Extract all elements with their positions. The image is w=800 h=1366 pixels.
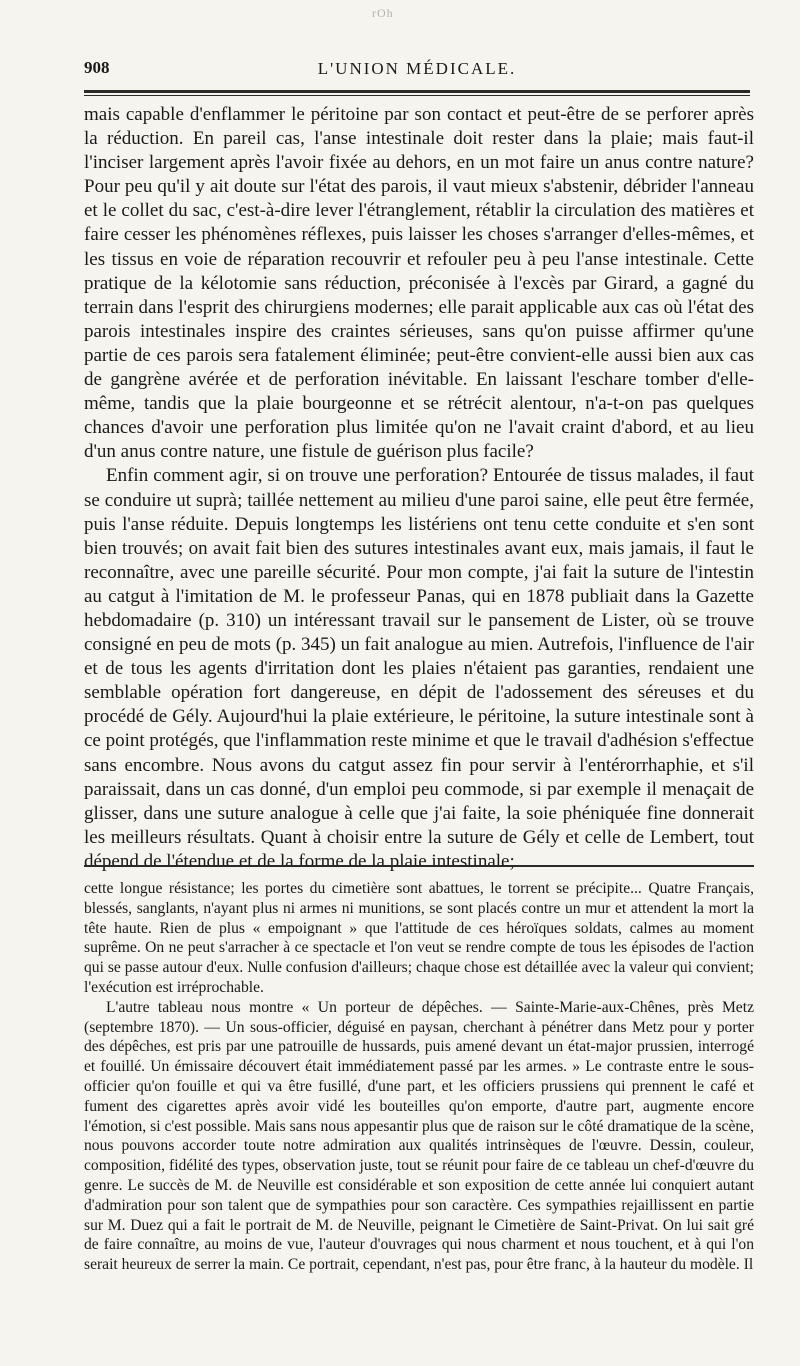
main-paragraph: mais capable d'enflammer le péritoine par son contact et peut-être de se perforer après la réduction. En pareil cas, l'anse intestinale doit rester dans la plaie; mais faut-il l'inciser largement après l'avoir fixée au dehors, en un mot faire un anus contre nature? Pour peu qu'il y ait doute sur l'état des parois, il vaut mieux s'abstenir, débrider l'anneau et le collet du sac, c'est-à-dire lever l'étranglement, rétablir la circulation des matières et faire cesser les phénomènes réflexes, puis laisser les choses s'arranger d'elles-mêmes, et les tissus en voie de réparation recouvrir et refouler peu à peu l'anse intestinale. Cette pratique de la kélotomie sans réduction, préconisée à l'excès par Girard, a gagné du terrain dans l'esprit des chirurgiens modernes; elle parait applicable aux cas où l'état des parois intestinales inspire des craintes sérieuses, sans qu'on puisse affirmer qu'une partie de ces parois sera fatalement éliminée; peut-être convient-elle aussi bien aux cas de gangrène avérée et de perforation inévitable. En laissant l'eschare tomber d'elle-même, tandis que la plaie bourgeonne et se rétrécit alentour, n'a-t-on pas quelques chances d'avoir une perforation plus limitée qu'on ne l'avait craint d'abord, et au lieu d'un anus contre nature, une fistule de guérison plus facile? — [84, 104, 754, 463]
main-paragraph: Enfin comment agir, si on trouve une perforation? Entourée de tissus malades, il faut se conduire ut suprà; taillée nettement au milieu d'une paroi saine, elle peut être fermée, puis l'anse réduite. Depuis longtemps les listériens ont tenu cette conduite et s'en sont bien trouvés; on avait fait bien des sutures intestinales avant eux, mais jamais, il faut le reconnaître, avec une pareille sécurité. Pour mon compte, j'ai fait la suture de l'intestin au catgut à l'imitation de M. le professeur Panas, qui en 1878 publiait dans la Gazette hebdomadaire (p. 310) un intéressant travail sur le pansement de Lister, où se trouve consigné en peu de mots (p. 345) un fait analogue au mien. Autrefois, l'influence de l'air et de tous les agents d'irritation dont les plaies n'étaient pas garanties, rendaient une semblable opération fort dangereuse, en dépit de l'adossement des séreuses et du procédé de Gély. Aujourd'hui la plaie extérieure, le péritoine, la suture intestinale sont à ce point protégés, que l'inflammation reste minime et que le travail d'adhésion s'effectue sans encombre. Nous avons du catgut assez fin pour servir à l'entérorrhaphie, et s'il paraissait, dans un cas donné, d'un emploi peu commode, si par exemple il menaçait de glisser, dans une suture analogue à celle que j'ai faite, la soie phéniquée fine donnerait les meilleurs résultats. Quant à choisir entre la suture de Gély et celle de Lembert, tout dépend de l'étendue et de la forme de la plaie intestinale; — [84, 465, 754, 872]
main-text-column — [84, 103, 754, 874]
page-number: 908 — [84, 58, 110, 77]
footnote-section — [84, 879, 754, 1275]
header-rule — [84, 90, 750, 96]
footnote-divider — [84, 865, 754, 867]
footnote-paragraph: cette longue résistance; les portes du cimetière sont abattues, le torrent se précipite... Quatre Français, blessés, sanglants, n'ayant plus ni armes ni munitions, se sont placés contre un mur et attendent la mort la tête haute. Rien de plus « empoignant » que l'attitude de ces héroïques soldats, calmes au moment suprême. On ne peut s'arracher à ce spectacle et l'on veut se rendre compte de tous les épisodes de l'action qui se passe autour d'eux. Nulle confusion d'ailleurs; chaque chose est détaillée avec la valeur qui convient; l'exécution est irréprochable. — [84, 880, 754, 996]
footnote-paragraph: L'autre tableau nous montre « Un porteur de dépêches. — Sainte-Marie-aux-Chênes, près Metz (septembre 1870). — Un sous-officier, déguisé en paysan, cherchant à pénétrer dans Metz pour y porter des dépêches, est pris par une patrouille de hussards, puis amené devant un état-major prussien, interrogé et fouillé. Un émissaire découvert était immédiatement passé par les armes. » Le contraste entre le sous-officier qu'on fouille et qui va être fusillé, d'une part, et les officiers prussiens qui prennent le café et fument des cigarettes après avoir vidé les bouteilles qu'on emporte, d'autre part, augmente encore l'émotion, si c'est possible. Mais sans nous appesantir plus que de raison sur le côté dramatique de la scène, nous pouvons accorder toute notre admiration aux qualités intrinsèques de l'œuvre. Dessin, couleur, composition, fidélité des types, observation juste, tout se réunit pour faire de ce tableau un chef-d'œuvre du genre. Le succès de M. de Neuville est considérable et son exposition de cette année lui conquiert autant d'admiration pour son talent que de sympathies pour son caractère. Ces sympathies rejaillissent en partie sur M. Duez qui a fait le portrait de M. de Neuville, peignant le Cimetière de Saint-Privat. On lui sait gré de faire connaître, au moins de vue, l'auteur d'ouvrages qui nous charment et nous touchent, et à qui l'on serait heureux de serrer la main. Ce portrait, cependant, n'est pas, pour être franc, à la hauteur du modèle. Il — [84, 998, 754, 1274]
page-header — [84, 58, 750, 88]
library-stamp-mark: rOh — [372, 6, 394, 20]
running-title: L'UNION MÉDICALE. — [317, 59, 517, 78]
